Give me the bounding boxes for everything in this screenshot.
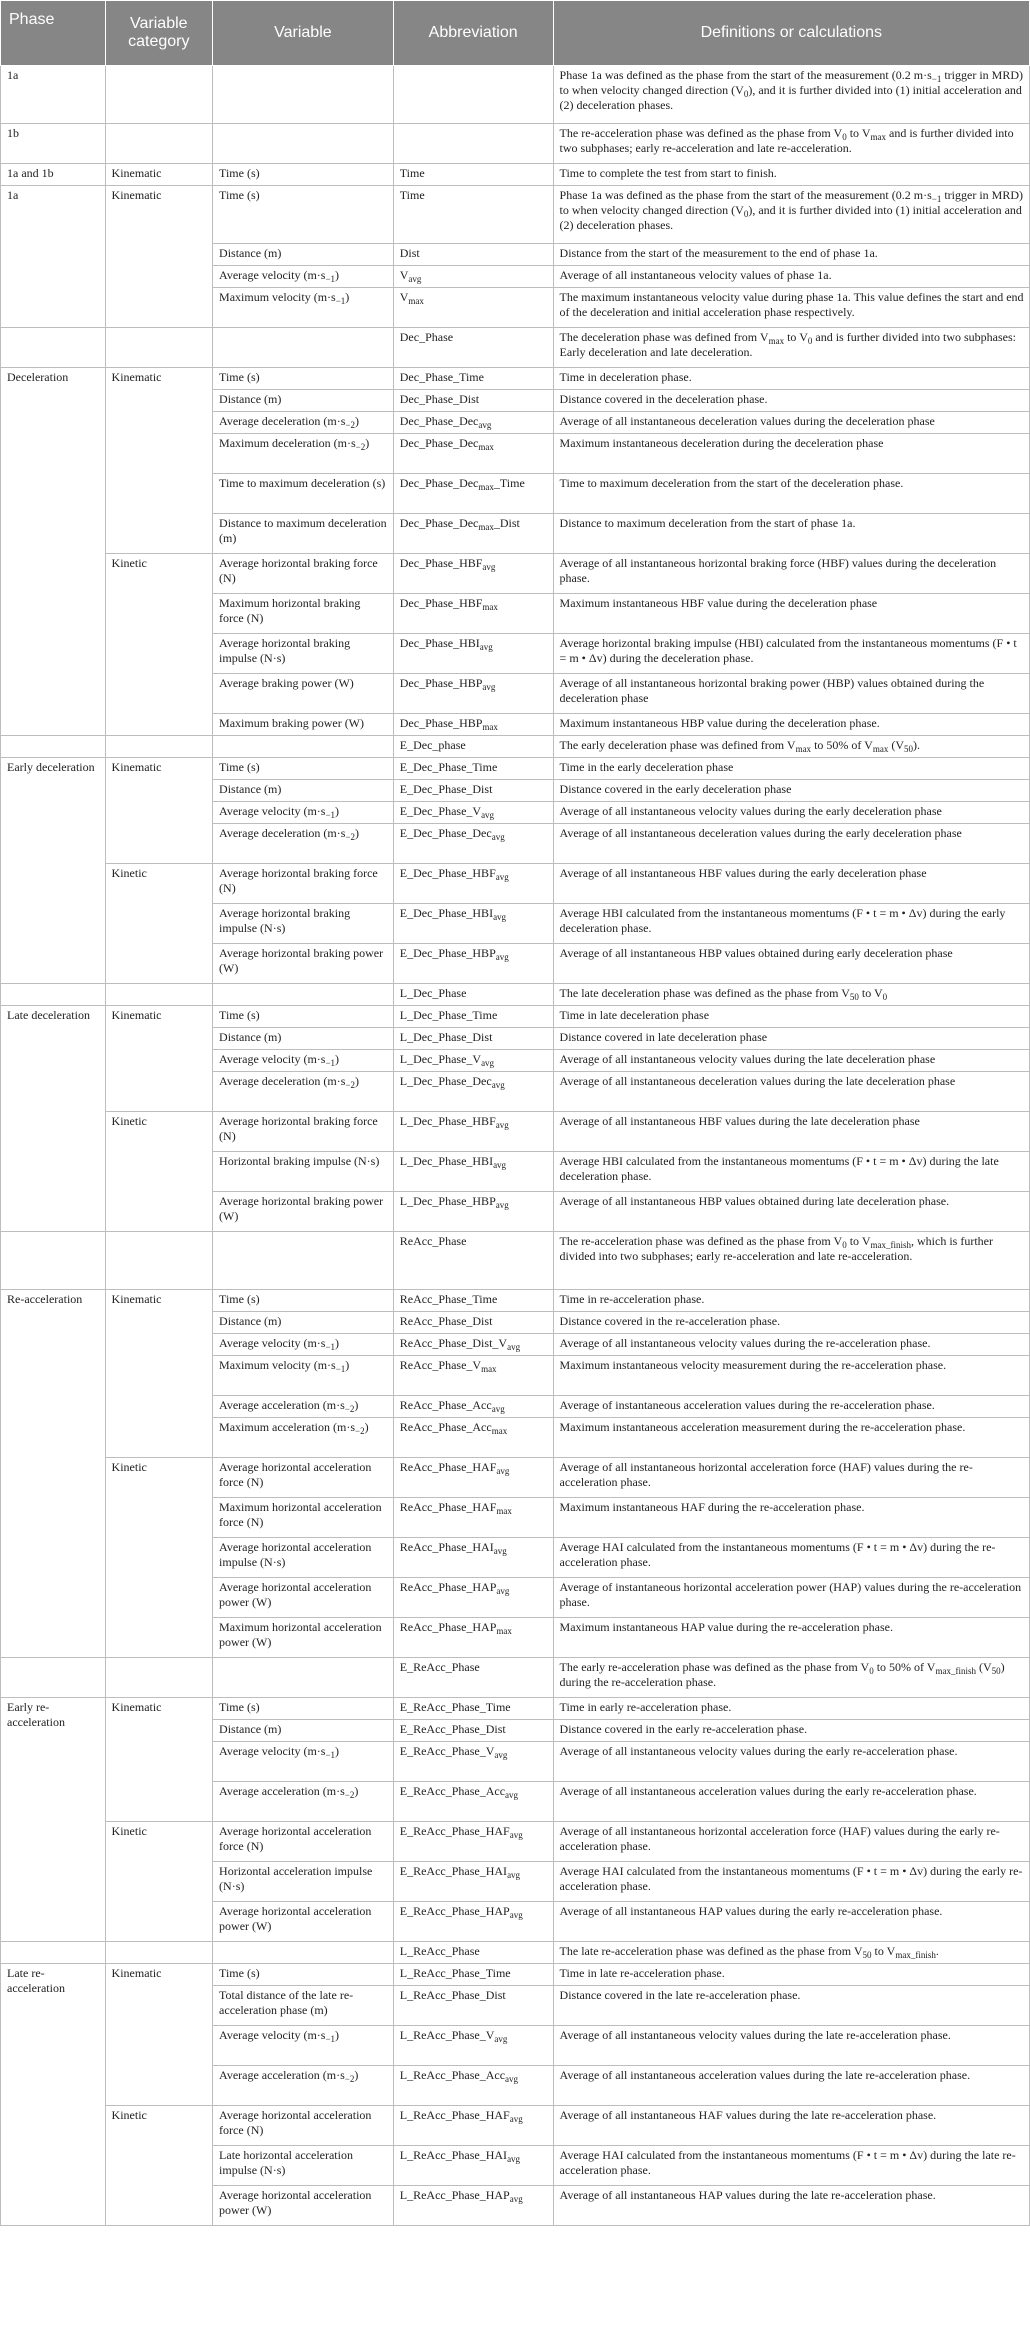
definition-cell: The maximum instantaneous velocity value during phase 1a. This value defines the start and end of the deceleration and initial acceleration phase respectively. (553, 288, 1029, 328)
category-cell: Kinetic (105, 1822, 213, 1942)
definition-cell: Average of all instantaneous HBP values obtained during late deceleration phase. (553, 1192, 1029, 1232)
definition-cell: Average of all instantaneous HAP values during the late re-acceleration phase. (553, 2186, 1029, 2226)
table-row (1, 984, 1030, 1006)
table-row (1, 1942, 1030, 1964)
definition-cell: The early re-acceleration phase was defined as the phase from $V_0$ to 50% of $V_{max\_finish}$ $(V_{50})$ during the re-acceleration phase. (553, 1658, 1029, 1698)
phase-cell: Early deceleration (1, 758, 106, 984)
category-cell (105, 1942, 213, 1964)
phase-cell (1, 736, 106, 758)
definition-cell: The deceleration phase was defined from $V_{max}$ to $V_0$ and is further divided into two subphases: Early deceleration and late deceleration. (553, 328, 1029, 368)
category-cell (105, 1232, 213, 1290)
abbreviation-cell: $ReAcc\_Phase\_HAF_{avg}$ (393, 1458, 553, 1498)
definition-cell: Average of all instantaneous HAP values during the early re-acceleration phase. (553, 1902, 1029, 1942)
phase-cell: Deceleration (1, 368, 106, 736)
table-row (1, 1232, 1030, 1290)
definition-cell: Time in the early deceleration phase (553, 758, 1029, 780)
abbreviation-cell: $ReAcc\_Phase\_HAP_{avg}$ (393, 1578, 553, 1618)
table-row (1, 1698, 1030, 1720)
variable-cell: Distance (m) (213, 390, 394, 412)
definition-cell: Average of all instantaneous HBP values obtained during early deceleration phase (553, 944, 1029, 984)
variable-cell: Horizontal acceleration impulse (N·s) (213, 1862, 394, 1902)
category-cell (105, 66, 213, 124)
abbreviation-cell: Dec_Phase_Dec$_{max}$_Dist (393, 514, 553, 554)
variable-cell: Maximum horizontal acceleration power (W) (213, 1618, 394, 1658)
variable-cell: Average horizontal braking power (W) (213, 944, 394, 984)
definition-cell: Average of all instantaneous deceleration values during the deceleration phase (553, 412, 1029, 434)
variable-cell: Average velocity $(m\cdot s_{-1})$ (213, 802, 394, 824)
category-cell: Kinematic (105, 1698, 213, 1822)
abbreviation-cell: $E\_Dec\_Phase\_V_{avg}$ (393, 802, 553, 824)
abbreviation-cell (393, 124, 553, 164)
abbreviation-cell: L_ReAcc_Phase_Dist (393, 1986, 553, 2026)
definition-cell: Time in late deceleration phase (553, 1006, 1029, 1028)
definition-cell: Average of all instantaneous HAF values during the late re-acceleration phase. (553, 2106, 1029, 2146)
definition-cell: Distance covered in the re-acceleration phase. (553, 1312, 1029, 1334)
variable-cell: Average horizontal braking force (N) (213, 554, 394, 594)
abbreviation-cell: $E\_Dec\_Phase\_HBI_{avg}$ (393, 904, 553, 944)
variable-cell: Average horizontal braking force (N) (213, 1112, 394, 1152)
column-header-definitions: Definitions or calculations (553, 1, 1029, 66)
abbreviation-cell: Dec_Phase_Dec$_{avg}$ (393, 412, 553, 434)
definition-cell: Maximum instantaneous HAF during the re-acceleration phase. (553, 1498, 1029, 1538)
variable-cell: Distance (m) (213, 780, 394, 802)
definition-cell: Average of instantaneous horizontal acceleration power (HAP) values during the re-acceleration phase. (553, 1578, 1029, 1618)
phase-cell (1, 1232, 106, 1290)
variable-cell: Average acceleration $(m\cdot s_{-2})$ (213, 1782, 394, 1822)
variable-cell: Average velocity $(m\cdot s_{-1})$ (213, 1050, 394, 1072)
variable-cell: Average horizontal acceleration impulse (N·s) (213, 1538, 394, 1578)
definition-cell: The re-acceleration phase was defined as the phase from $V_0$ to $V_{max\_finish}$, which is further divided into two subphases; early re-acceleration and late re-acceleration. (553, 1232, 1029, 1290)
column-header-phase: Phase (1, 1, 106, 66)
variable-cell: Average acceleration $(m\cdot s_{-2})$ (213, 2066, 394, 2106)
abbreviation-cell: $ReAcc\_Phase\_Dist\_V_{avg}$ (393, 1334, 553, 1356)
variable-cell (213, 1232, 394, 1290)
phase-cell: Late deceleration (1, 1006, 106, 1232)
table-row (1, 1006, 1030, 1028)
variable-cell: Average horizontal acceleration force (N) (213, 1458, 394, 1498)
definition-cell: Time to maximum deceleration from the start of the deceleration phase. (553, 474, 1029, 514)
phase-cell: 1a and 1b (1, 164, 106, 186)
definition-cell: Phase 1a was defined as the phase from the start of the measurement (0.2 $m\cdot s_{-1}$ trigger in MRD) to when velocity changed direction $(V_0)$, and it is further divided into (1) initial acceleration and (2) deceleration phases. (553, 66, 1029, 124)
abbreviation-cell: $ReAcc\_Phase\_V_{max}$ (393, 1356, 553, 1396)
variable-cell: Average horizontal acceleration power (W) (213, 1578, 394, 1618)
definition-cell: Average HBI calculated from the instantaneous momentums (F • t = m • Δv) during the early deceleration phase. (553, 904, 1029, 944)
abbreviation-cell: Dec_Phase (393, 328, 553, 368)
abbreviation-cell: $Dec\_Phase\_HBP_{max}$ (393, 714, 553, 736)
definition-cell: Average of all instantaneous horizontal braking force (HBF) values during the deceleration phase. (553, 554, 1029, 594)
abbreviation-cell: $ReAcc\_Phase\_HAF_{max}$ (393, 1498, 553, 1538)
abbreviation-cell: Time (393, 164, 553, 186)
category-cell: Kinematic (105, 1290, 213, 1458)
abbreviation-cell: $V_{max}$ (393, 288, 553, 328)
abbreviation-cell: Time (393, 186, 553, 244)
definition-cell: Average of all instantaneous deceleration values during the early deceleration phase (553, 824, 1029, 864)
table-row (1, 758, 1030, 780)
definition-cell: Average of all instantaneous deceleration values during the late deceleration phase (553, 1072, 1029, 1112)
phase-cell: 1a (1, 186, 106, 328)
definition-cell: Average of all instantaneous horizontal braking power (HBP) values obtained during the deceleration phase (553, 674, 1029, 714)
table-row (1, 124, 1030, 164)
abbreviation-cell: $L\_ReAcc\_Phase\_V_{avg}$ (393, 2026, 553, 2066)
header-row (1, 1, 1030, 66)
definition-cell: Time in early re-acceleration phase. (553, 1698, 1029, 1720)
variable-cell: Total distance of the late re-acceleration phase (m) (213, 1986, 394, 2026)
category-cell: Kinematic (105, 1964, 213, 2106)
variable-cell: Late horizontal acceleration impulse (N·s) (213, 2146, 394, 2186)
variable-cell: Distance to maximum deceleration (m) (213, 514, 394, 554)
variable-cell: Average horizontal acceleration power (W) (213, 2186, 394, 2226)
abbreviation-cell: Dec_Phase_Dec$_{max}$_Time (393, 474, 553, 514)
category-cell: Kinematic (105, 758, 213, 864)
abbreviation-cell: $V_{avg}$ (393, 266, 553, 288)
column-header-abbreviation: Abbreviation (393, 1, 553, 66)
table-row (1, 2106, 1030, 2146)
variable-cell (213, 124, 394, 164)
abbreviation-cell: $L\_Dec\_Phase\_HBI_{avg}$ (393, 1152, 553, 1192)
definition-cell: Maximum instantaneous HBP value during the deceleration phase. (553, 714, 1029, 736)
variable-cell: Average horizontal braking force (N) (213, 864, 394, 904)
definition-cell: Average of all instantaneous velocity values during the re-acceleration phase. (553, 1334, 1029, 1356)
variable-cell: Distance (m) (213, 244, 394, 266)
table-row (1, 164, 1030, 186)
definition-cell: The early deceleration phase was defined from $V_{max}$ to 50% of $V_{max}$ $(V_{50})$. (553, 736, 1029, 758)
abbreviation-cell: E_ReAcc_Phase (393, 1658, 553, 1698)
phase-cell: Late re-acceleration (1, 1964, 106, 2226)
definition-cell: Average of all instantaneous velocity values during the late deceleration phase (553, 1050, 1029, 1072)
variable-cell: Average deceleration $(m\cdot s_{-2})$ (213, 412, 394, 434)
definition-cell: Average of all instantaneous velocity values during the early deceleration phase (553, 802, 1029, 824)
abbreviation-cell (393, 66, 553, 124)
abbreviation-cell: $E\_ReAcc\_Phase\_HAF_{avg}$ (393, 1822, 553, 1862)
table-row (1, 186, 1030, 244)
abbreviation-cell: L_Dec_Phase_Time (393, 1006, 553, 1028)
abbreviation-cell: E_ReAcc_Phase_Dist (393, 1720, 553, 1742)
definition-cell: Distance to maximum deceleration from the start of phase 1a. (553, 514, 1029, 554)
category-cell (105, 328, 213, 368)
table-row (1, 1112, 1030, 1152)
abbreviation-cell: $Dec\_Phase\_HBF_{avg}$ (393, 554, 553, 594)
table-row (1, 864, 1030, 904)
abbreviation-cell: E_ReAcc_Phase_Acc$_{avg}$ (393, 1782, 553, 1822)
abbreviation-cell: L_Dec_Phase (393, 984, 553, 1006)
variable-cell: Time (s) (213, 1006, 394, 1028)
variable-cell: Maximum deceleration $(m\cdot s_{-2})$ (213, 434, 394, 474)
definition-cell: Phase 1a was defined as the phase from the start of the measurement (0.2 $m\cdot s_{-1}$ trigger in MRD) to when velocity changed direction $(V_0)$, and it is further divided into (1) initial acceleration and (2) deceleration phases. (553, 186, 1029, 244)
variable-cell: Time (s) (213, 1964, 394, 1986)
variable-cell: Maximum braking power (W) (213, 714, 394, 736)
abbreviation-cell: $E\_ReAcc\_Phase\_HAP_{avg}$ (393, 1902, 553, 1942)
variable-cell (213, 984, 394, 1006)
abbreviation-cell: $L\_Dec\_Phase\_HBP_{avg}$ (393, 1192, 553, 1232)
abbreviation-cell: E_ReAcc_Phase_Time (393, 1698, 553, 1720)
definition-cell: Average of all instantaneous velocity values during the early re-acceleration phase. (553, 1742, 1029, 1782)
variable-cell: Average velocity $(m\cdot s_{-1})$ (213, 266, 394, 288)
variable-cell: Maximum acceleration $(m\cdot s_{-2})$ (213, 1418, 394, 1458)
abbreviation-cell: $E\_ReAcc\_Phase\_V_{avg}$ (393, 1742, 553, 1782)
abbreviation-cell: Dist (393, 244, 553, 266)
abbreviation-cell: Dec_Phase_Dec$_{max}$ (393, 434, 553, 474)
variable-cell: Horizontal braking impulse (N·s) (213, 1152, 394, 1192)
abbreviation-cell: L_ReAcc_Phase (393, 1942, 553, 1964)
category-cell (105, 1658, 213, 1698)
table-row (1, 1458, 1030, 1498)
definition-cell: Average of all instantaneous horizontal acceleration force (HAF) values during the early re-acceleration phase. (553, 1822, 1029, 1862)
column-header-variable: Variable (213, 1, 394, 66)
variable-cell: Average horizontal acceleration force (N) (213, 1822, 394, 1862)
abbreviation-cell: $ReAcc\_Phase\_HAP_{max}$ (393, 1618, 553, 1658)
abbreviation-cell: Dec_Phase_Time (393, 368, 553, 390)
definition-cell: Maximum instantaneous velocity measurement during the re-acceleration phase. (553, 1356, 1029, 1396)
abbreviation-cell: E_Dec_Phase_Time (393, 758, 553, 780)
abbreviation-cell: $E\_Dec\_Phase\_HBP_{avg}$ (393, 944, 553, 984)
category-cell: Kinetic (105, 2106, 213, 2226)
definition-cell: Time in re-acceleration phase. (553, 1290, 1029, 1312)
variable-cell: Average horizontal acceleration force (N) (213, 2106, 394, 2146)
phase-cell (1, 1942, 106, 1964)
definition-cell: Average of instantaneous acceleration values during the re-acceleration phase. (553, 1396, 1029, 1418)
definition-cell: Maximum instantaneous HAP value during the re-acceleration phase. (553, 1618, 1029, 1658)
variable-cell (213, 328, 394, 368)
definition-cell: Maximum instantaneous deceleration during the deceleration phase (553, 434, 1029, 474)
abbreviation-cell: E_Dec_phase (393, 736, 553, 758)
definition-cell: Time in late re-acceleration phase. (553, 1964, 1029, 1986)
abbreviation-cell: $L\_Dec\_Phase\_HBF_{avg}$ (393, 1112, 553, 1152)
variable-cell: Average velocity $(m\cdot s_{-1})$ (213, 1334, 394, 1356)
category-cell: Kinematic (105, 1006, 213, 1112)
definition-cell: Time in deceleration phase. (553, 368, 1029, 390)
variable-cell: Average deceleration $(m\cdot s_{-2})$ (213, 1072, 394, 1112)
variable-cell: Maximum horizontal acceleration force (N) (213, 1498, 394, 1538)
table-row (1, 1964, 1030, 1986)
abbreviation-cell: $L\_ReAcc\_Phase\_HAI_{avg}$ (393, 2146, 553, 2186)
table-header (1, 1, 1030, 66)
category-cell: Kinematic (105, 186, 213, 328)
table-row (1, 328, 1030, 368)
variable-cell: Time (s) (213, 186, 394, 244)
abbreviation-cell: $ReAcc\_Phase\_HAI_{avg}$ (393, 1538, 553, 1578)
definition-cell: Average horizontal braking impulse (HBI) calculated from the instantaneous momentums (F • t = m • Δv) during the deceleration phase. (553, 634, 1029, 674)
variable-cell: Time (s) (213, 368, 394, 390)
variable-cell (213, 1658, 394, 1698)
definition-cell: Maximum instantaneous acceleration measurement during the re-acceleration phase. (553, 1418, 1029, 1458)
table-row (1, 368, 1030, 390)
category-cell (105, 124, 213, 164)
variable-cell: Average braking power (W) (213, 674, 394, 714)
variable-cell: Maximum horizontal braking force (N) (213, 594, 394, 634)
definition-cell: Average of all instantaneous horizontal acceleration force (HAF) values during the re-acceleration phase. (553, 1458, 1029, 1498)
definition-cell: Distance covered in the late re-acceleration phase. (553, 1986, 1029, 2026)
phase-cell (1, 328, 106, 368)
variable-cell: Time (s) (213, 758, 394, 780)
abbreviation-cell: L_Dec_Phase_Dist (393, 1028, 553, 1050)
phase-cell: Early re-acceleration (1, 1698, 106, 1942)
phase-cell: 1a (1, 66, 106, 124)
variable-cell: Average acceleration $(m\cdot s_{-2})$ (213, 1396, 394, 1418)
table-row (1, 554, 1030, 594)
variable-cell: Time (s) (213, 1290, 394, 1312)
variable-cell: Distance (m) (213, 1312, 394, 1334)
definition-cell: Time to complete the test from start to finish. (553, 164, 1029, 186)
abbreviation-cell: $E\_Dec\_Phase\_HBF_{avg}$ (393, 864, 553, 904)
category-cell: Kinetic (105, 1458, 213, 1658)
definition-cell: The re-acceleration phase was defined as the phase from $V_0$ to $V_{max}$ and is further divided into two subphases; early re-acceleration and late re-acceleration. (553, 124, 1029, 164)
abbreviation-cell: E_Dec_Phase_Dec$_{avg}$ (393, 824, 553, 864)
definition-cell: Average of all instantaneous HBF values during the late deceleration phase (553, 1112, 1029, 1152)
column-header-variable-category: Variable category (105, 1, 213, 66)
definition-cell: Average of all instantaneous acceleration values during the early re-acceleration phase. (553, 1782, 1029, 1822)
abbreviation-cell: $Dec\_Phase\_HBP_{avg}$ (393, 674, 553, 714)
definition-cell: Average HAI calculated from the instantaneous momentums (F • t = m • Δv) during the re-acceleration phase. (553, 1538, 1029, 1578)
abbreviation-cell: $L\_Dec\_Phase\_V_{avg}$ (393, 1050, 553, 1072)
table-row (1, 736, 1030, 758)
variable-cell: Average deceleration $(m\cdot s_{-2})$ (213, 824, 394, 864)
definition-cell: Average of all instantaneous velocity values of phase 1a. (553, 266, 1029, 288)
definition-cell: Distance covered in late deceleration phase (553, 1028, 1029, 1050)
phase-cell: Re-acceleration (1, 1290, 106, 1658)
definition-cell: Distance covered in the early deceleration phase (553, 780, 1029, 802)
category-cell: Kinematic (105, 368, 213, 554)
definition-cell: Average HAI calculated from the instantaneous momentums (F • t = m • Δv) during the early re-acceleration phase. (553, 1862, 1029, 1902)
variable-cell (213, 736, 394, 758)
definition-cell: Average HAI calculated from the instantaneous momentums (F • t = m • Δv) during the late re-acceleration phase. (553, 2146, 1029, 2186)
definition-cell: Distance covered in the early re-acceleration phase. (553, 1720, 1029, 1742)
variable-cell: Average velocity $(m\cdot s_{-1})$ (213, 2026, 394, 2066)
variable-cell: Time (s) (213, 1698, 394, 1720)
table-row (1, 1290, 1030, 1312)
category-cell: Kinetic (105, 1112, 213, 1232)
table-body (1, 66, 1030, 2226)
category-cell (105, 736, 213, 758)
abbreviation-cell: L_ReAcc_Phase_Acc$_{avg}$ (393, 2066, 553, 2106)
abbreviation-cell: ReAcc_Phase_Acc$_{avg}$ (393, 1396, 553, 1418)
variable-cell: Maximum velocity $(m\cdot s_{-1})$ (213, 288, 394, 328)
variable-cell (213, 1942, 394, 1964)
abbreviation-cell: $L\_ReAcc\_Phase\_HAF_{avg}$ (393, 2106, 553, 2146)
phase-cell: 1b (1, 124, 106, 164)
category-cell: Kinematic (105, 164, 213, 186)
abbreviation-cell: E_Dec_Phase_Dist (393, 780, 553, 802)
abbreviation-cell: Dec_Phase_Dist (393, 390, 553, 412)
abbreviation-cell: $E\_ReAcc\_Phase\_HAI_{avg}$ (393, 1862, 553, 1902)
abbreviation-cell: $Dec\_Phase\_HBF_{max}$ (393, 594, 553, 634)
abbreviation-cell: L_Dec_Phase_Dec$_{avg}$ (393, 1072, 553, 1112)
table-row (1, 1822, 1030, 1862)
table-row (1, 1658, 1030, 1698)
variable-cell: Average horizontal braking impulse (N·s) (213, 904, 394, 944)
phase-cell (1, 1658, 106, 1698)
definition-cell: Distance covered in the deceleration phase. (553, 390, 1029, 412)
variable-cell: Maximum velocity $(m\cdot s_{-1})$ (213, 1356, 394, 1396)
category-cell: Kinetic (105, 554, 213, 736)
definition-cell: Average HBI calculated from the instantaneous momentums (F • t = m • Δv) during the late deceleration phase. (553, 1152, 1029, 1192)
abbreviation-cell: ReAcc_Phase_Time (393, 1290, 553, 1312)
abbreviation-cell: L_ReAcc_Phase_Time (393, 1964, 553, 1986)
abbreviation-cell: ReAcc_Phase (393, 1232, 553, 1290)
abbreviation-cell: ReAcc_Phase_Acc$_{max}$ (393, 1418, 553, 1458)
variable-cell: Average horizontal braking impulse (N·s) (213, 634, 394, 674)
abbreviation-cell: $Dec\_Phase\_HBI_{avg}$ (393, 634, 553, 674)
abbreviation-cell: ReAcc_Phase_Dist (393, 1312, 553, 1334)
definition-cell: Average of all instantaneous HBF values during the early deceleration phase (553, 864, 1029, 904)
variable-cell: Distance (m) (213, 1720, 394, 1742)
variable-cell: Time (s) (213, 164, 394, 186)
variable-cell: Average velocity $(m\cdot s_{-1})$ (213, 1742, 394, 1782)
variable-cell: Average horizontal braking power (W) (213, 1192, 394, 1232)
abbreviation-cell: $L\_ReAcc\_Phase\_HAP_{avg}$ (393, 2186, 553, 2226)
variable-cell: Distance (m) (213, 1028, 394, 1050)
phase-cell (1, 984, 106, 1006)
table-row (1, 66, 1030, 124)
category-cell: Kinetic (105, 864, 213, 984)
variable-cell: Average horizontal acceleration power (W) (213, 1902, 394, 1942)
variable-cell (213, 66, 394, 124)
definition-cell: Average of all instantaneous velocity values during the late re-acceleration phase. (553, 2026, 1029, 2066)
variable-cell: Time to maximum deceleration (s) (213, 474, 394, 514)
definition-cell: The late re-acceleration phase was defined as the phase from $V_{50}$ to $V_{max\_finish}$. (553, 1942, 1029, 1964)
definition-cell: Average of all instantaneous acceleration values during the late re-acceleration phase. (553, 2066, 1029, 2106)
definition-cell: Maximum instantaneous HBF value during the deceleration phase (553, 594, 1029, 634)
definition-cell: Distance from the start of the measurement to the end of phase 1a. (553, 244, 1029, 266)
definition-cell: The late deceleration phase was defined as the phase from $V_{50}$ to $V_0$ (553, 984, 1029, 1006)
category-cell (105, 984, 213, 1006)
